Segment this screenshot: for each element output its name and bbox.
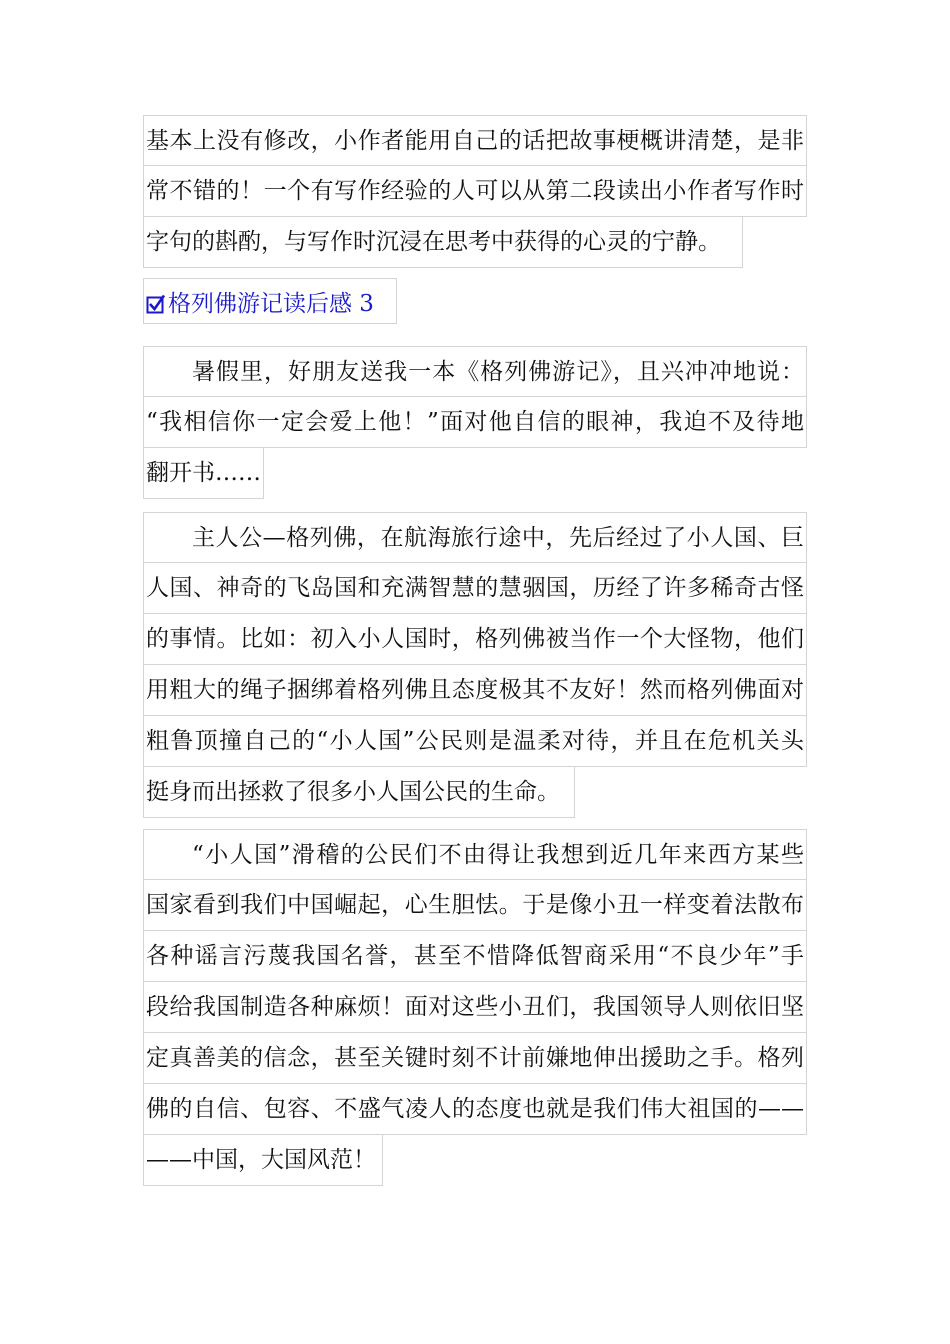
- paragraph-intro-continuation: [143, 115, 807, 272]
- text-line: 主人公—格列佛，在航海旅行途中，先后经过了小人国、巨: [143, 512, 807, 563]
- text-line: 人国、神奇的飞岛国和充满智慧的慧骃国，历经了许多稀奇古怪: [143, 563, 807, 614]
- paragraph-2: [143, 512, 807, 822]
- section-heading-text: 格列佛游记读后感 3: [168, 290, 374, 317]
- text-line: 暑假里，好朋友送我一本《格列佛游记》，且兴冲冲地说：: [143, 346, 807, 397]
- checkbox-checked-icon: [146, 294, 166, 314]
- text-line: 粗鲁顶撞自己的“小人国”公民则是温柔对待，并且在危机关头: [143, 716, 807, 767]
- text-line: 基本上没有修改，小作者能用自己的话把故事梗概讲清楚，是非: [143, 115, 807, 166]
- text-line: 国家看到我们中国崛起，心生胆怯。于是像小丑一样变着法散布: [143, 880, 807, 931]
- text-line: 翻开书……: [143, 448, 264, 499]
- text-line: 用粗大的绳子捆绑着格列佛且态度极其不友好！然而格列佛面对: [143, 665, 807, 716]
- paragraph-1: [143, 346, 807, 503]
- text-line: ——中国，大国风范！: [143, 1135, 383, 1186]
- text-line: 挺身而出拯救了很多小人国公民的生命。: [143, 767, 575, 818]
- text-line: 常不错的！一个有写作经验的人可以从第二段读出小作者写作时: [143, 166, 807, 217]
- text-line: 段给我国制造各种麻烦！面对这些小丑们，我国领导人则依旧坚: [143, 982, 807, 1033]
- text-line: 各种谣言污蔑我国名誉，甚至不惜降低智商采用“不良少年”手: [143, 931, 807, 982]
- text-line: 定真善美的信念，甚至关键时刻不计前嫌地伸出援助之手。格列: [143, 1033, 807, 1084]
- text-line: “小人国”滑稽的公民们不由得让我想到近几年来西方某些: [143, 829, 807, 880]
- text-line: “我相信你一定会爱上他！”面对他自信的眼神，我迫不及待地: [143, 397, 807, 448]
- text-line: 字句的斟酌，与写作时沉浸在思考中获得的心灵的宁静。: [143, 217, 743, 268]
- text-line: 的事情。比如：初入小人国时，格列佛被当作一个大怪物，他们: [143, 614, 807, 665]
- section-heading: [143, 278, 397, 324]
- paragraph-3: [143, 829, 807, 1190]
- text-line: 佛的自信、包容、不盛气凌人的态度也就是我们伟大祖国的——: [143, 1084, 807, 1135]
